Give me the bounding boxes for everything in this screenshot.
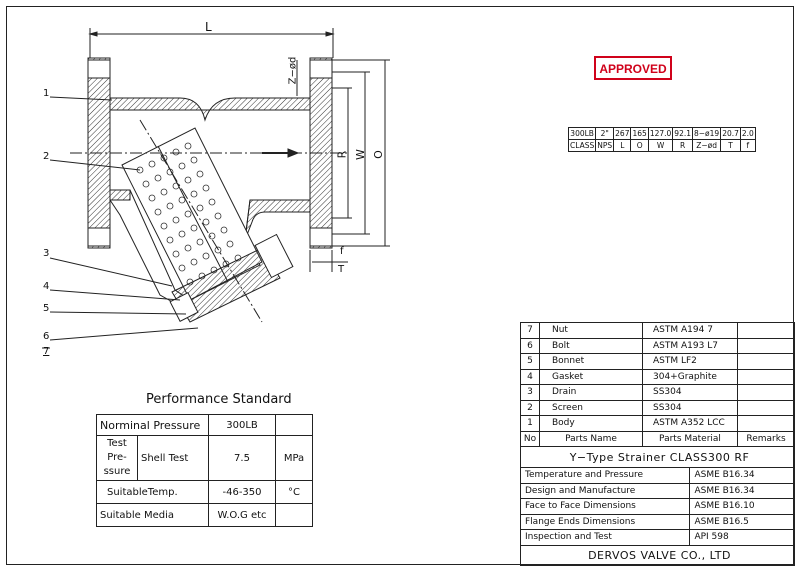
dim-cell: O bbox=[631, 140, 648, 152]
header-name: Parts Name bbox=[540, 431, 643, 447]
parts-header-row bbox=[521, 431, 795, 447]
standard-value: ASME B16.34 bbox=[690, 468, 795, 484]
part-no: 4 bbox=[521, 369, 540, 385]
nominal-label: Norminal Pressure bbox=[97, 415, 209, 436]
part-remarks bbox=[738, 354, 795, 370]
dim-cell: 2.0 bbox=[741, 129, 754, 138]
part-material: ASTM A352 LCC bbox=[643, 416, 738, 432]
table-row bbox=[97, 415, 313, 436]
part-no: 3 bbox=[521, 385, 540, 401]
dim-cell: CLASS bbox=[570, 141, 595, 150]
part-name: Nut bbox=[540, 323, 643, 339]
dim-label-T: T bbox=[338, 264, 345, 275]
dim-cell: R bbox=[673, 140, 693, 152]
standard-row bbox=[521, 499, 795, 515]
part-no: 6 bbox=[521, 338, 540, 354]
dim-label-zd: Z−ød bbox=[287, 56, 299, 85]
test-pressure-label: Test Pre- ssure bbox=[97, 436, 138, 481]
shell-test-value: 7.5 bbox=[209, 436, 276, 481]
empty-cell bbox=[276, 415, 313, 436]
dim-cell: f bbox=[740, 140, 755, 152]
part-material: SS304 bbox=[643, 385, 738, 401]
header-remarks: Remarks bbox=[738, 431, 795, 447]
header-material: Parts Material bbox=[643, 431, 738, 447]
product-title: Y−Type Strainer CLASS300 RF bbox=[521, 447, 795, 468]
dimension-row-values bbox=[569, 128, 756, 140]
approved-stamp: APPROVED bbox=[594, 56, 672, 80]
callout-5: 5 bbox=[43, 303, 50, 314]
part-no: 5 bbox=[521, 354, 540, 370]
dim-cell: 92.1 bbox=[674, 129, 691, 138]
dimension-row-headers bbox=[569, 140, 756, 152]
standard-key: Inspection and Test bbox=[521, 530, 690, 546]
header-no: No bbox=[521, 431, 540, 447]
dim-label-R: R bbox=[335, 150, 349, 159]
performance-table bbox=[96, 414, 313, 527]
parts-table bbox=[520, 322, 795, 566]
part-name: Drain bbox=[540, 385, 643, 401]
dim-cell: 2" bbox=[596, 128, 614, 140]
dim-cell: 8−ø19 bbox=[694, 129, 720, 138]
table-row bbox=[521, 338, 795, 354]
part-remarks bbox=[738, 385, 795, 401]
standard-value: ASME B16.34 bbox=[690, 483, 795, 499]
part-material: ASTM A194 7 bbox=[643, 323, 738, 339]
dim-label-f: f bbox=[340, 246, 344, 257]
part-remarks bbox=[738, 369, 795, 385]
callout-2: 2 bbox=[43, 151, 50, 162]
part-name: Bonnet bbox=[540, 354, 643, 370]
media-value: W.O.G etc bbox=[209, 504, 276, 527]
table-row bbox=[97, 504, 313, 527]
part-remarks bbox=[738, 338, 795, 354]
dim-cell: 267 bbox=[615, 129, 630, 138]
part-material: 304+Graphite bbox=[643, 369, 738, 385]
standard-value: API 598 bbox=[690, 530, 795, 546]
nominal-value: 300LB bbox=[209, 415, 276, 436]
table-row bbox=[97, 436, 313, 481]
title-row bbox=[521, 447, 795, 468]
company-name: DERVOS VALVE CO., LTD bbox=[521, 545, 795, 565]
standard-row bbox=[521, 530, 795, 546]
dim-cell: 127.0 bbox=[649, 129, 672, 138]
callout-1: 1 bbox=[43, 88, 50, 99]
shell-test-unit: MPa bbox=[276, 436, 313, 481]
dim-label-L: L bbox=[205, 20, 212, 34]
standard-row bbox=[521, 514, 795, 530]
part-material: SS304 bbox=[643, 400, 738, 416]
part-name: Screen bbox=[540, 400, 643, 416]
callout-3: 3 bbox=[43, 248, 50, 259]
dim-cell: 300LB bbox=[570, 129, 594, 138]
standard-key: Flange Ends Dimensions bbox=[521, 514, 690, 530]
part-remarks bbox=[738, 416, 795, 432]
dim-cell: Z−ød bbox=[693, 140, 721, 152]
part-remarks bbox=[738, 323, 795, 339]
shell-test-label: Shell Test bbox=[138, 436, 209, 481]
company-row bbox=[521, 545, 795, 565]
standard-row bbox=[521, 468, 795, 484]
part-material: ASTM A193 L7 bbox=[643, 338, 738, 354]
part-name: Bolt bbox=[540, 338, 643, 354]
table-row bbox=[521, 400, 795, 416]
temp-value: -46-350 bbox=[209, 481, 276, 504]
dim-cell: 20.7 bbox=[722, 129, 739, 138]
standard-key: Face to Face Dimensions bbox=[521, 499, 690, 515]
table-row bbox=[521, 323, 795, 339]
standard-key: Design and Manufacture bbox=[521, 483, 690, 499]
dim-cell: T bbox=[721, 140, 741, 152]
media-label: Suitable Media bbox=[97, 504, 209, 527]
part-remarks bbox=[738, 400, 795, 416]
standard-row bbox=[521, 483, 795, 499]
part-name: Gasket bbox=[540, 369, 643, 385]
dimension-table bbox=[568, 127, 756, 152]
callout-6: 6 bbox=[43, 331, 50, 342]
performance-title: Performance Standard bbox=[146, 392, 292, 407]
part-no: 7 bbox=[521, 323, 540, 339]
callout-4: 4 bbox=[43, 281, 50, 292]
dim-cell: NPS bbox=[597, 141, 613, 150]
table-row bbox=[521, 416, 795, 432]
temp-unit: °C bbox=[276, 481, 313, 504]
temp-label: SuitableTemp. bbox=[97, 481, 209, 504]
callout-7: 7 bbox=[43, 346, 50, 357]
empty-cell bbox=[276, 504, 313, 527]
standard-value: ASME B16.5 bbox=[690, 514, 795, 530]
table-row bbox=[97, 481, 313, 504]
part-no: 2 bbox=[521, 400, 540, 416]
dim-label-W: W bbox=[353, 149, 367, 160]
dim-cell: 165 bbox=[632, 129, 647, 138]
part-material: ASTM LF2 bbox=[643, 354, 738, 370]
standard-value: ASME B16.10 bbox=[690, 499, 795, 515]
part-name: Body bbox=[540, 416, 643, 432]
table-row bbox=[521, 369, 795, 385]
part-no: 1 bbox=[521, 416, 540, 432]
dim-label-O: O bbox=[371, 150, 385, 159]
standard-key: Temperature and Pressure bbox=[521, 468, 690, 484]
table-row bbox=[521, 385, 795, 401]
table-row bbox=[521, 354, 795, 370]
dim-cell: L bbox=[614, 140, 631, 152]
dim-cell: W bbox=[648, 140, 672, 152]
